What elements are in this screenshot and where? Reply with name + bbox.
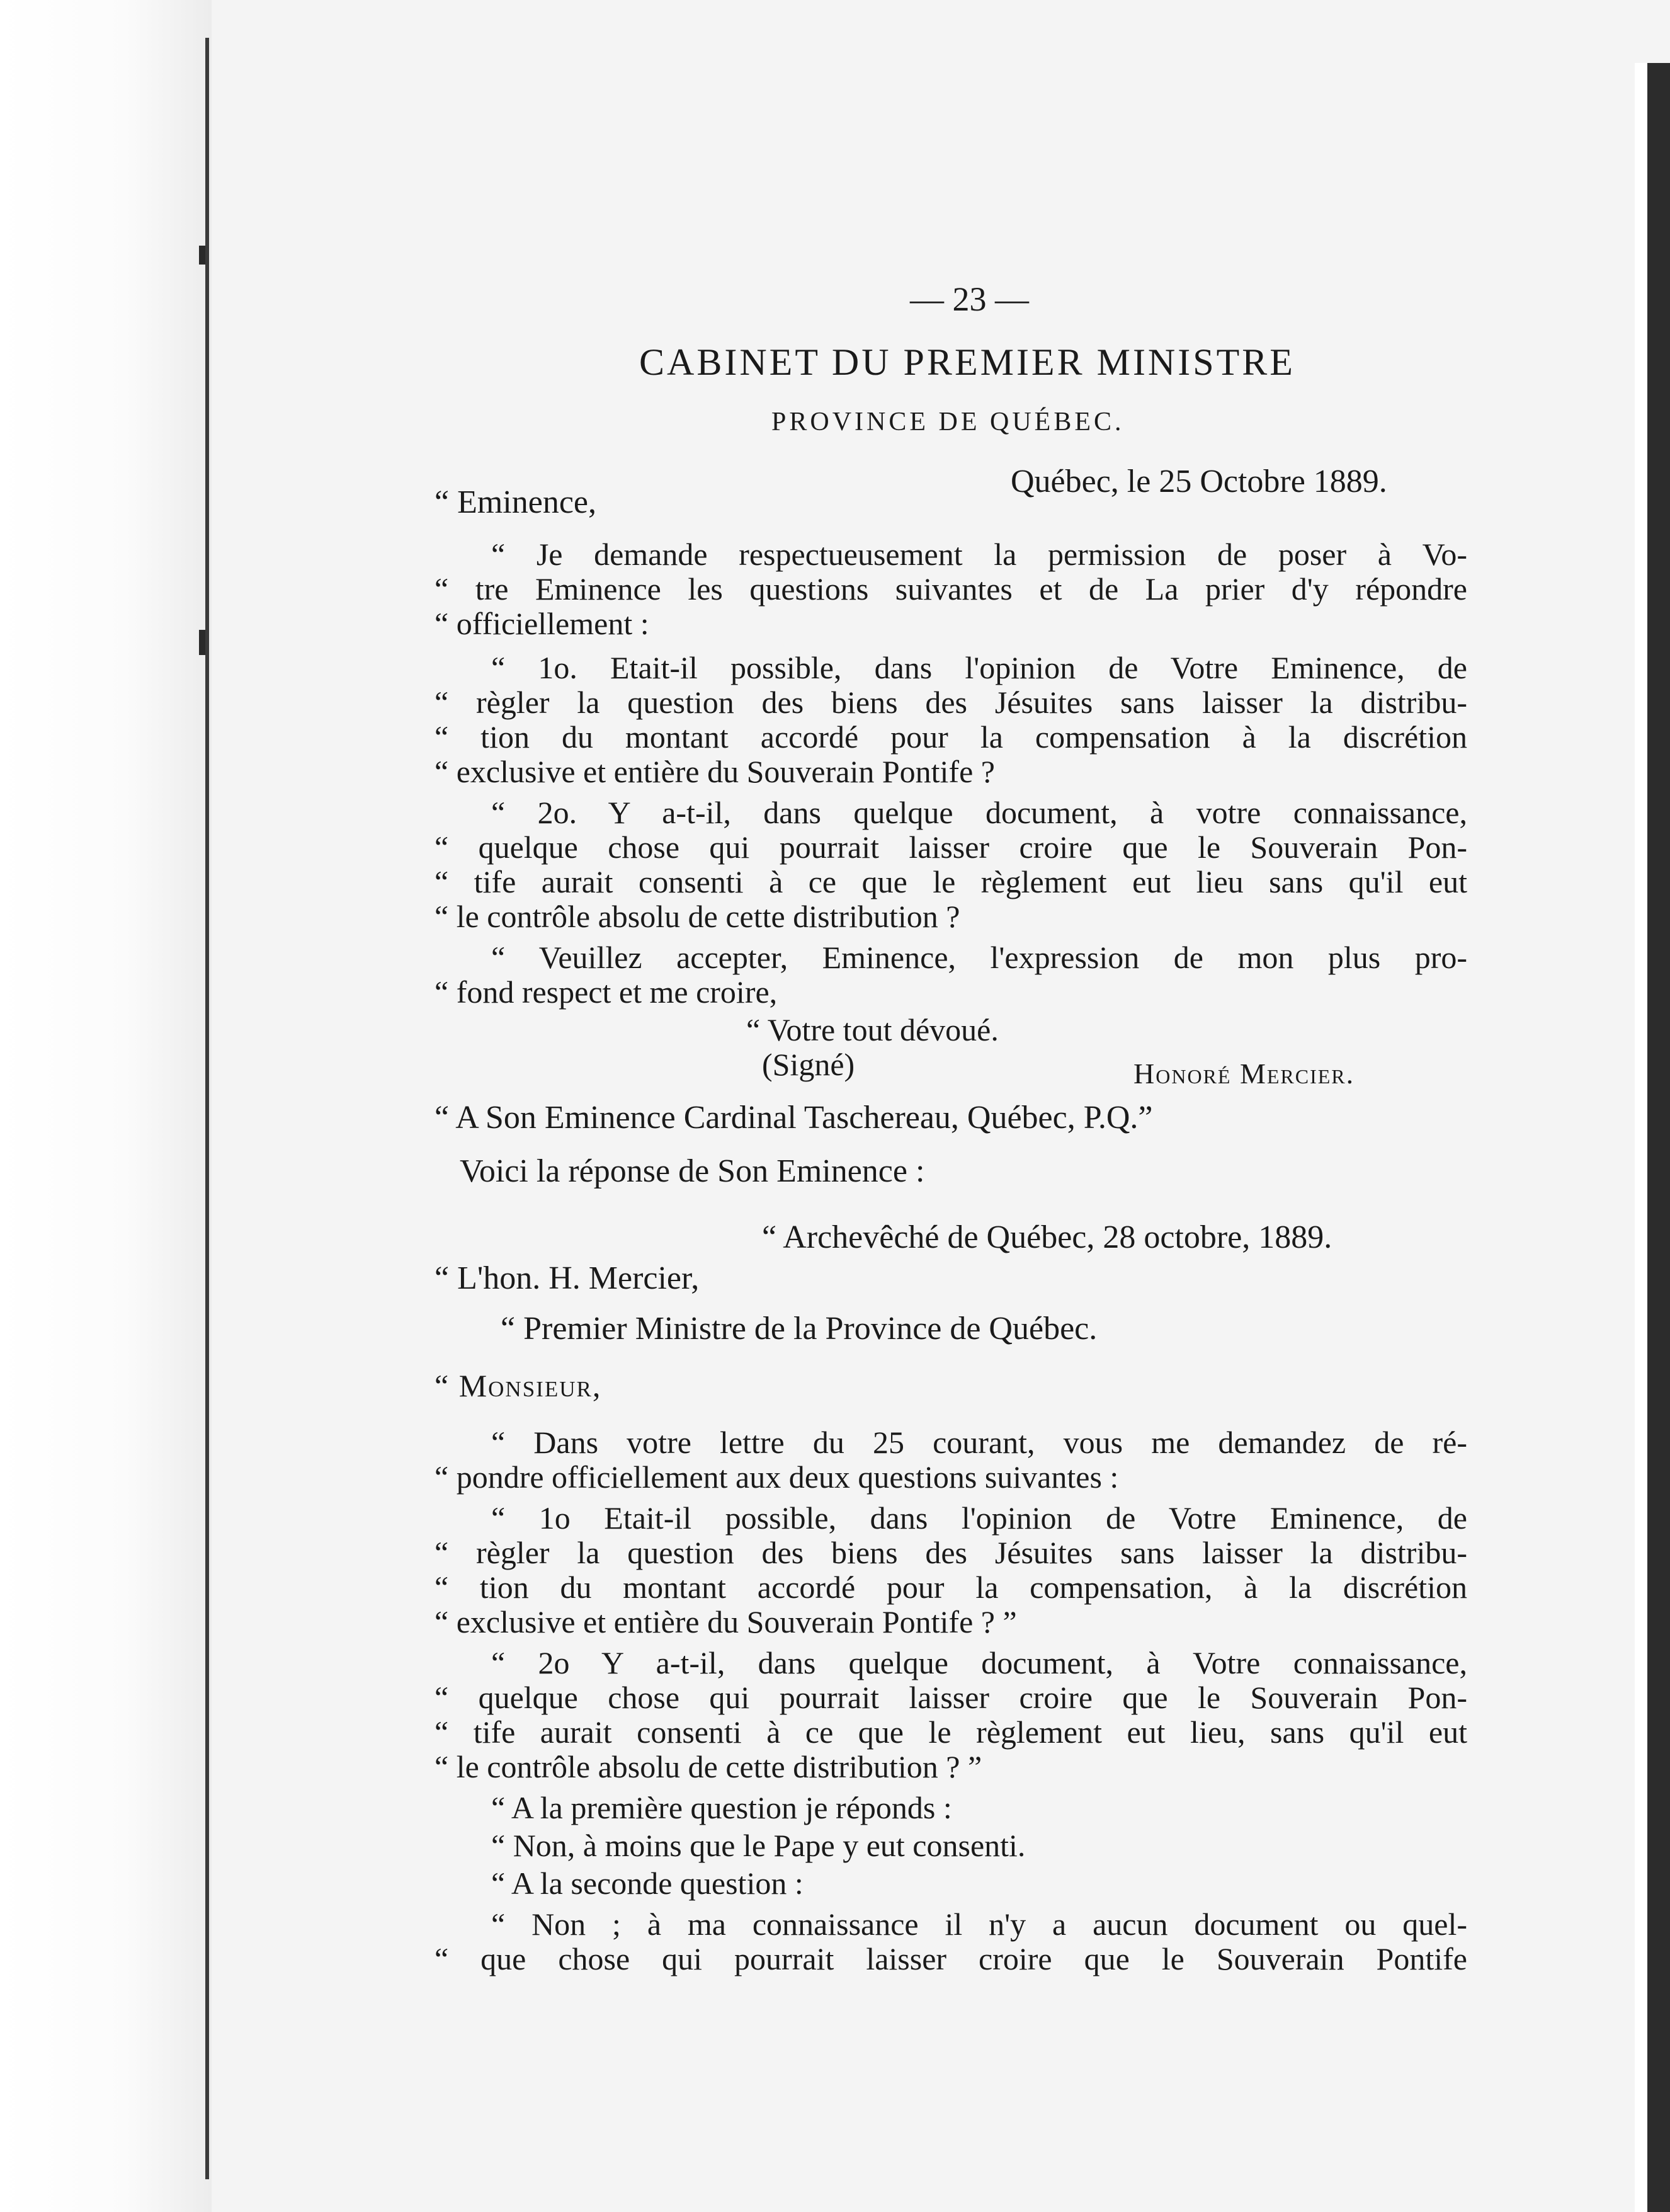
letter2-line: “ règler la question des biens des Jésuites sans laisser la distribu- <box>435 1535 1467 1570</box>
intro-line: Voici la réponse de Son Eminence : <box>460 1153 925 1189</box>
letter1-line: “ tre Eminence les questions suivantes et de La prier d'y répondre <box>435 571 1467 607</box>
page-edge <box>1647 63 1670 2212</box>
letter2-line: “ A la première question je réponds : <box>491 1790 952 1825</box>
letter1-line: “ quelque chose qui pourrait laisser croire que le Souverain Pon- <box>435 830 1467 865</box>
letter2-line: “ Non ; à ma connaissance il n'y a aucun document ou quel- <box>491 1907 1467 1942</box>
letter1-line: “ fond respect et me croire, <box>435 974 778 1010</box>
letter2-line: “ exclusive et entière du Souverain Pontife ? ” <box>435 1604 1017 1639</box>
letter1-date: Québec, le 25 Octobre 1889. <box>1011 464 1387 499</box>
letter2-line: “ 2o Y a-t-il, dans quelque document, à Votre connaissance, <box>491 1645 1467 1680</box>
letter2-line: “ tife aurait consenti à ce que le règlement eut lieu, sans qu'il eut <box>435 1714 1467 1750</box>
letter1-line: “ officiellement : <box>435 606 649 641</box>
letter2-salutation: “ Monsieur, <box>435 1368 602 1403</box>
letter1-signed-label: (Signé) <box>762 1047 855 1082</box>
page-heading: CABINET DU PREMIER MINISTRE <box>639 341 1295 383</box>
letter2-line: “ pondre officiellement aux deux questions suivantes : <box>435 1459 1119 1495</box>
letter2-line: “ Dans votre lettre du 25 courant, vous me demandez de ré- <box>491 1425 1467 1460</box>
letter1-line: “ exclusive et entière du Souverain Pontife ? <box>435 754 995 789</box>
letter2-line: “ quelque chose qui pourrait laisser croire que le Souverain Pon- <box>435 1680 1467 1715</box>
letter2-line: “ Non, à moins que le Pape y eut consenti. <box>491 1828 1026 1863</box>
gutter-line <box>205 38 209 2179</box>
letter2-date: “ Archevêché de Québec, 28 octobre, 1889. <box>762 1219 1332 1255</box>
letter1-line: “ règler la question des biens des Jésuites sans laisser la distribu- <box>435 685 1467 720</box>
letter1-line: “ Je demande respectueusement la permission de poser à Vo- <box>491 537 1467 572</box>
letter2-recipient: “ L'hon. H. Mercier, <box>435 1260 700 1296</box>
letter2-recipient-title: “ Premier Ministre de la Province de Québec. <box>501 1311 1098 1347</box>
letter1-salutation: “ Eminence, <box>435 484 596 520</box>
page-subheading: PROVINCE DE QUÉBEC. <box>771 408 1125 436</box>
letter1-signature: Honoré Mercier. <box>1133 1058 1355 1090</box>
book-gutter <box>0 0 212 2212</box>
letter1-line: “ le contrôle absolu de cette distribution ? <box>435 899 960 934</box>
letter1-line: “ tife aurait consenti à ce que le règlement eut lieu sans qu'il eut <box>435 864 1467 899</box>
gutter-mark <box>199 630 205 655</box>
letter1-addressee: “ A Son Eminence Cardinal Taschereau, Québec, P.Q.” <box>435 1100 1153 1136</box>
page-number: — 23 — <box>910 280 1029 318</box>
letter2-line: “ 1o Etait-il possible, dans l'opinion de Votre Eminence, de <box>491 1500 1467 1536</box>
letter2-line: “ que chose qui pourrait laisser croire que le Souverain Pontife <box>435 1941 1467 1976</box>
letter1-line: “ 1o. Etait-il possible, dans l'opinion de Votre Eminence, de <box>491 650 1467 685</box>
gutter-mark <box>199 246 205 265</box>
letter1-closing: “ Votre tout dévoué. <box>746 1012 999 1047</box>
letter2-line: “ tion du montant accordé pour la compensation, à la discrétion <box>435 1570 1467 1605</box>
page-margin <box>1635 63 1647 2212</box>
letter2-line: “ A la seconde question : <box>491 1866 804 1901</box>
letter1-line: “ tion du montant accordé pour la compensation à la discrétion <box>435 719 1467 755</box>
letter1-line: “ 2o. Y a-t-il, dans quelque document, à votre connaissance, <box>491 795 1467 830</box>
letter2-line: “ le contrôle absolu de cette distribution ? ” <box>435 1749 982 1784</box>
letter1-line: “ Veuillez accepter, Eminence, l'expression de mon plus pro- <box>491 940 1467 975</box>
